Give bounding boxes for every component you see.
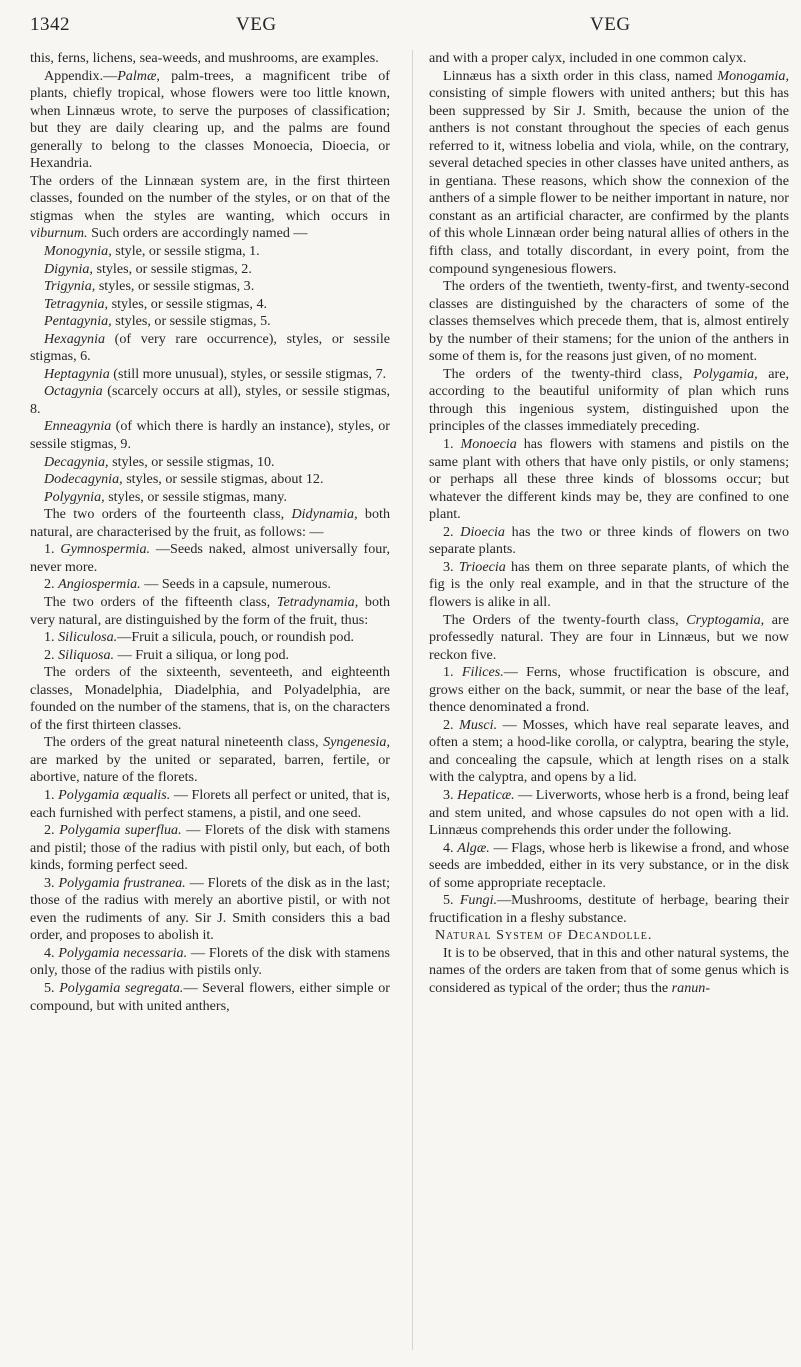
right-running-head: VEG xyxy=(590,14,631,35)
paragraph: Enneagynia (of which there is hardly an instance), styles, or sessile stigmas, 9. xyxy=(30,418,390,453)
paragraph: Pentagynia, styles, or sessile stigmas, 5. xyxy=(44,313,271,330)
paragraph: Heptagynia (still more unusual), styles, or sessile stigmas, 7. xyxy=(44,365,387,382)
left-running-head: VEG xyxy=(236,14,277,35)
paragraph: The orders of the twentieth, twenty-first, and twenty-second classes are distinguished by the characters of some of the classes themselves which precede them, that is, almost entirely by the number of their stamens; for the union of the anthers in some of them is, for the reasons just given, of no moment. xyxy=(429,278,789,365)
page-number: 1342 xyxy=(30,14,70,35)
paragraph: 2. Musci. — Mosses, which have real separate leaves, and often a stem; a hood-like corolla, or calyptra, bearing the style, and concealing the capsule, which at length rises on a stalk with the calyptra, and opens by a lid. xyxy=(429,716,789,786)
left-column xyxy=(30,50,390,1015)
paragraph: The orders of the twenty-third class, Polygamia, are, according to the beautiful uniformity of plan which runs through this ingenious system, distinguished upon the principles of the classes immediately preceding. xyxy=(429,365,789,435)
paragraph: 1. Filices.— Ferns, whose fructification is obscure, and grows either on the back, summit, or near the base of the leaf, thence denominated a frond. xyxy=(429,664,789,716)
paragraph: 2. Polygamia superflua. — Florets of the disk with stamens and pistil; those of the radius with pistil only, but each, of both kinds, forming perfect seed. xyxy=(30,822,391,874)
paragraph: 4. Polygamia necessaria. — Florets of the disk with stamens only, those of the radius with pistils only. xyxy=(30,944,391,979)
paragraph: 1. Monoecia has flowers with stamens and pistils on the same plant with others that have only pistils, or only stamens; or perhaps all these three kinds of blossoms occur; but whatever the different kinds may be, they are confined to one plant. xyxy=(429,436,789,523)
paragraph: Natural System of Decandolle. xyxy=(435,927,653,944)
running-header xyxy=(0,14,801,44)
paragraph: Tetragynia, styles, or sessile stigmas, 4. xyxy=(44,295,268,312)
paragraph: 1. Siliculosa.—Fruit a silicula, pouch, or roundish pod. xyxy=(44,629,355,646)
paragraph: 3. Hepaticæ. — Liverworts, whose herb is a frond, being leaf and stem united, and whose capsules do not open with a lid. Linnæus comprehends this order under the following. xyxy=(429,786,790,839)
paragraph: Hexagynia (of very rare occurrence), styles, or sessile stigmas, 6. xyxy=(30,330,390,365)
paragraph: Octagynia (scarcely occurs at all), styles, or sessile stigmas, 8. xyxy=(30,383,390,417)
paragraph: Polygynia, styles, or sessile stigmas, many. xyxy=(44,488,287,505)
paragraph: Dodecagynia, styles, or sessile stigmas, about 12. xyxy=(44,471,324,488)
paragraph: Appendix.—Palmæ, palm-trees, a magnificent tribe of plants, chiefly tropical, whose flowers were too little known, when Linnæus wrote, to serve the purposes of classification; but they are daily clearing up, and the palms are found generally to belong to the classes Monoecia, Dioecia, or Hexandria. xyxy=(30,67,390,172)
paragraph: 5. Fungi.—Mushrooms, destitute of herbage, bearing their fructification in a fleshy substance. xyxy=(429,892,789,926)
column-divider xyxy=(412,50,413,1350)
right-column xyxy=(429,50,789,998)
paragraph: The two orders of the fifteenth class, Tetradynamia, both very natural, are distinguished by the form of the fruit, thus: xyxy=(30,593,390,628)
paragraph: The two orders of the fourteenth class, Didynamia, both natural, are characterised by the fruit, as follows: — xyxy=(30,506,390,540)
paragraph: Trigynia, styles, or sessile stigmas, 3. xyxy=(44,278,255,295)
paragraph: 2. Siliquosa. — Fruit a siliqua, or long pod. xyxy=(44,646,290,663)
paragraph: Linnæus has a sixth order in this class, named Monogamia, consisting of simple flowers with united anthers; but this has been suppressed by Sir J. Smith, because the union of the anthers is not constant throughout the species of each genus referred to it, witness lobelia and viola, while, on the contrary, several detached species in other classes have united anthers, as in gentiana. These reasons, which show the connexion of the anthers of a simple flower to be neither important in nature, nor constant as an artificial character, are confirmed by the plants of this whole Linnæan order being natural allies of others in the fifth class, and totally discordant, in every point, from the compound syngenesious flowers. xyxy=(429,67,789,277)
paragraph: It is to be observed, that in this and other natural systems, the names of the orders are taken from that of some genus which is considered as typical of the order; thus the ranun- xyxy=(429,944,789,996)
paragraph: 2. Angiospermia. — Seeds in a capsule, numerous. xyxy=(44,576,331,593)
paragraph: 3. Polygamia frustranea. — Florets of the disk as in the last; those of the radius with merely an abortive pistil, or with not even the rudiments of any. Sir J. Smith considers this a bad order, and proposes to abolish it. xyxy=(30,874,390,944)
paragraph: 4. Algæ. — Flags, whose herb is likewise a frond, and whose seeds are imbedded, either in its very substance, or in the disk of some appropriate receptacle. xyxy=(429,839,790,891)
paragraph: 5. Polygamia segregata.— Several flowers, either simple or compound, but with united anthers, xyxy=(30,979,391,1014)
paragraph: 1. Gymnospermia. —Seeds naked, almost universally four, never more. xyxy=(30,541,390,575)
paragraph: Digynia, styles, or sessile stigmas, 2. xyxy=(44,260,252,277)
paragraph: Monogynia, style, or sessile stigma, 1. xyxy=(44,243,260,260)
paragraph: 2. Dioecia has the two or three kinds of flowers on two separate plants. xyxy=(429,523,789,558)
paragraph: The Orders of the twenty-fourth class, Cryptogamia, are professedly natural. They are four in Linnæus, but we now reckon five. xyxy=(429,611,789,663)
paragraph: The orders of the Linnæan system are, in the first thirteen classes, founded on the number of the styles, or on that of the stigmas when the styles are wanting, which occurs in viburnum. Such orders are accordingly named — xyxy=(30,172,390,242)
paragraph: and with a proper calyx, included in one common calyx. xyxy=(429,50,747,66)
paragraph: this, ferns, lichens, sea-weeds, and mushrooms, are examples. xyxy=(30,50,379,66)
paragraph: The orders of the great natural nineteenth class, Syngenesia, are marked by the united or separated, barren, fertile, or abortive, nature of the florets. xyxy=(30,734,390,786)
paragraph: 1. Polygamia æqualis. — Florets all perfect or united, that is, each furnished with perfect stamens, a pistil, and one seed. xyxy=(30,786,391,821)
paragraph: 3. Trioecia has them on three separate plants, of which the fig is the only real example, and in that the structure of the flowers is alike in all. xyxy=(429,558,790,610)
paragraph: Decagynia, styles, or sessile stigmas, 10. xyxy=(44,453,275,470)
paragraph: The orders of the sixteenth, seventeeth, and eighteenth classes, Monadelphia, Diadelphia, and Polyadelphia, are founded on the number of the stamens, that is, on the characters of the first thirteen classes. xyxy=(30,664,390,733)
